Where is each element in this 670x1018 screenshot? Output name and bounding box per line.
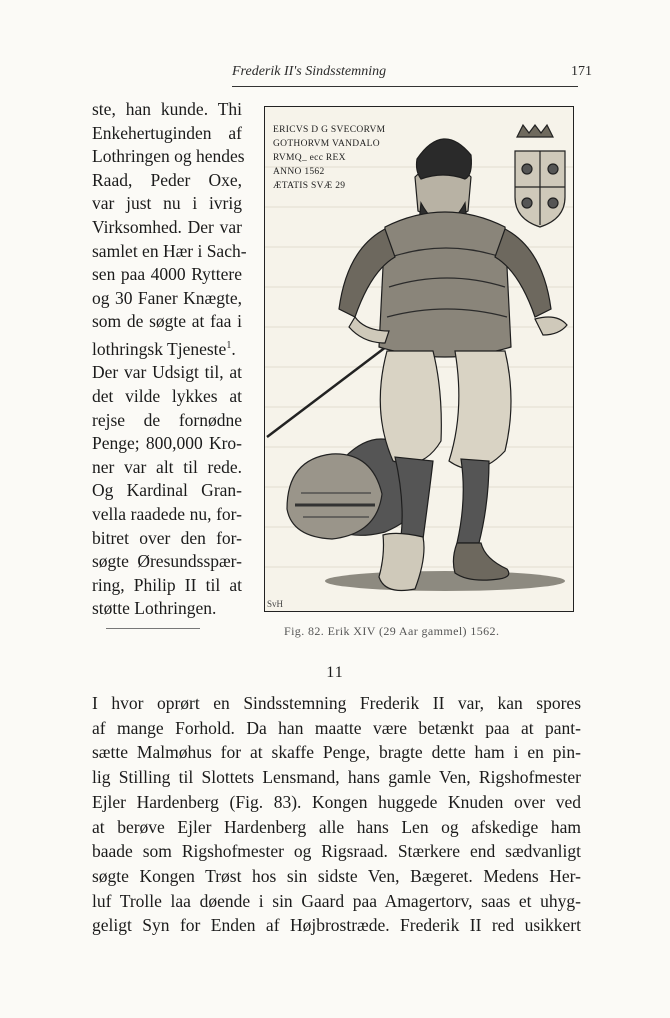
text-line-with-footnote: lothringsk Tjeneste$^1$. [92, 338, 236, 359]
text-line: ste, han kunde. Thi [92, 99, 242, 119]
text-line: I hvor oprørt en Sindsstemning Frederik II var, kan spores [92, 693, 581, 713]
ground-shadow [325, 571, 565, 591]
text-line: ring, Philip II til at [92, 574, 242, 595]
text-line: rejse de fornødne [92, 409, 242, 430]
text-line: bitret over den for- [92, 527, 242, 548]
inscription-line: ANNO 1562 [273, 167, 325, 177]
text-line: vella raadede nu, for- [92, 503, 242, 524]
running-head [232, 64, 592, 86]
text-line: Raad, Peder Oxe, [92, 169, 242, 190]
footnote-marker: 1 [226, 339, 232, 351]
text-line: sen paa 4000 Ryttere [92, 264, 242, 285]
text-line: geligt Syn for Enden af Højbrostræde. Frederik II red usikkert [92, 915, 581, 936]
portrait-figure [264, 106, 574, 612]
text-line: luf Trolle laa døende i sin Gaard paa Amagertorv, saas et uhyg- [92, 890, 581, 911]
text-line: at berøve Ejler Hardenberg alle hans Len og afskedige ham [92, 816, 581, 837]
text-line: samlet en Hær i Sach- [92, 240, 247, 261]
inscription-line: RVMQ_ ecc REX [273, 153, 346, 163]
coat-of-arms [515, 125, 565, 227]
text-line: søgte Kongen Trøst hos sin sidste Ven, Bægeret. Medens Her- [92, 865, 581, 886]
text-line: og 30 Faner Knægte, [92, 287, 242, 308]
text-line: lothringsk Tjeneste [92, 338, 227, 359]
text-line: søgte Øresundsspær- [92, 551, 242, 572]
header-rule [232, 86, 578, 87]
text-line: Der var Udsigt til, at [92, 362, 242, 383]
text-line: var just nu i ivrig [92, 193, 242, 214]
text-line: Penge; 800,000 Kro- [92, 433, 242, 454]
text-line: Ejler Hardenberg (Fig. 83). Kongen huggede Knuden over ved [92, 791, 581, 812]
text-line: det vilde lykkes at [92, 385, 242, 406]
inscription-line: ERICVS D G SVECORVM [273, 125, 386, 135]
text-line: som de søgte at faa i [92, 311, 242, 332]
figure-caption: Fig. 82. Erik XIV (29 Aar gammel) 1562. [284, 624, 500, 638]
text-line: lig Stilling til Slottets Lensmand, hans gamle Ven, Rigshofmester [92, 767, 581, 788]
page-number: 171 [571, 64, 592, 79]
text-line: Enkehertuginden af [92, 122, 242, 143]
text-line: sætte Malmøhus for at skaffe Penge, bragte dette ham i en pin- [92, 742, 581, 763]
footnote-separator [106, 628, 200, 629]
section-number: 11 [326, 664, 344, 681]
inscription-line: GOTHORVM VANDALO [273, 139, 380, 149]
text-line: ner var alt til rede. [92, 456, 242, 477]
text-line: støtte Lothringen. [92, 598, 217, 619]
column-paragraph [92, 98, 247, 621]
inscription-line: ÆTATIS SVÆ 29 [273, 181, 346, 191]
text-line: baade som Rigshofmester og Rigsraad. Stærkere end sædvanligt [92, 841, 581, 862]
portrait-inscription [273, 123, 413, 193]
text-line: Lothringen og hendes [92, 146, 245, 167]
text-line: Virksomhed. Der var [92, 216, 242, 237]
running-title: Frederik II's Sindsstemning [232, 64, 387, 79]
text-line: Og Kardinal Gran- [92, 480, 242, 501]
text-line: af mange Forhold. Da han maatte være betænkt paa at pant- [92, 717, 581, 738]
body-paragraph [92, 691, 581, 938]
artist-monogram: SvH [267, 599, 284, 609]
